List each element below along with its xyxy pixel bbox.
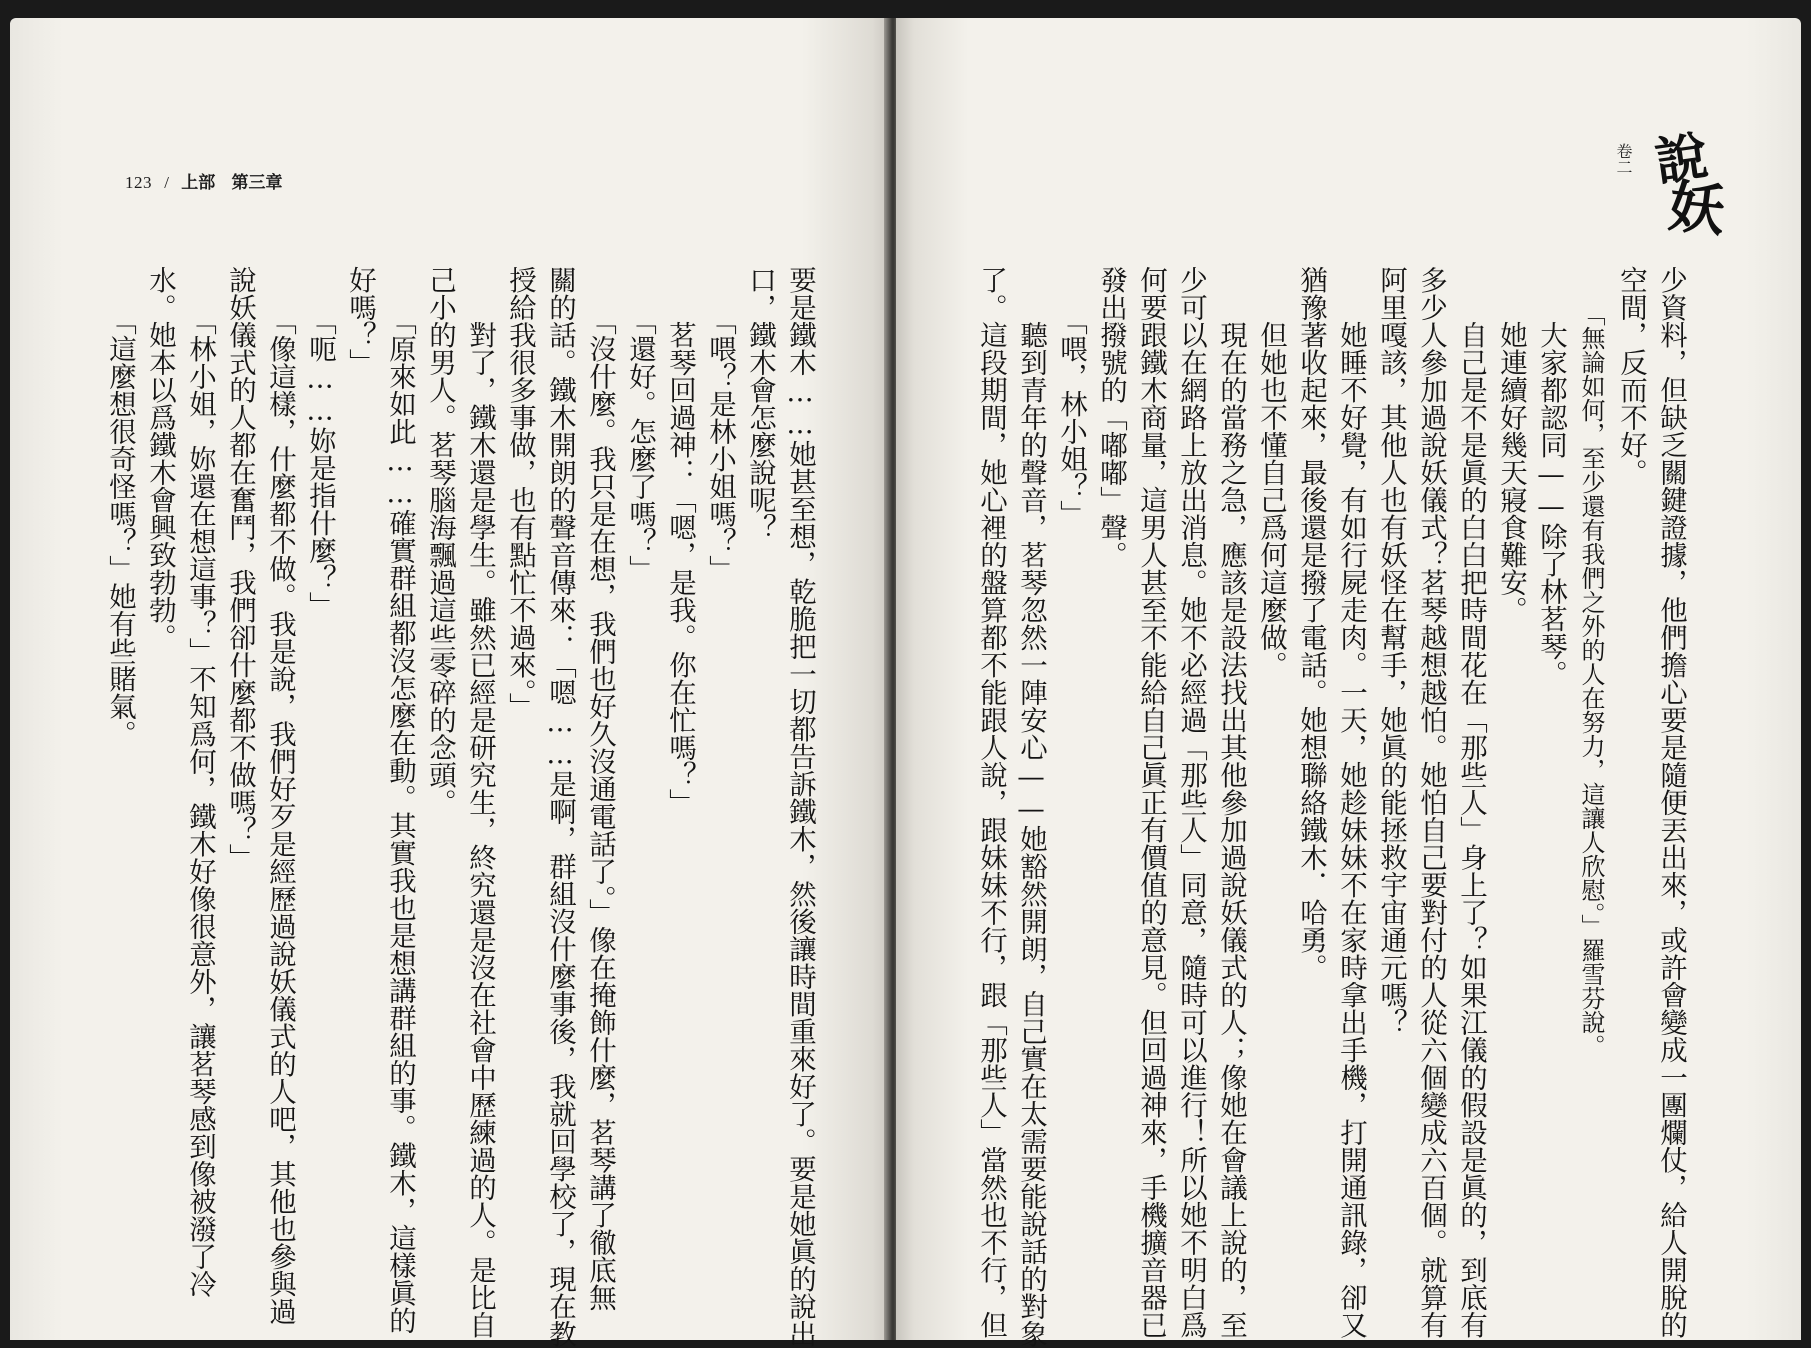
- text-line: 關的話。鐵木開朗的聲音傳來：「嗯……是啊，群組沒什麼事後，我就回學校了，現在教: [544, 266, 576, 1348]
- text-line: 「喂？是林小姐嗎？」: [704, 266, 736, 583]
- text-line: 「沒什麼。我只是在想，我們也好久沒通電話了。」像在掩飾什麼，茗琴講了徹底無: [584, 266, 616, 1311]
- right-page-text: [975, 266, 1691, 1348]
- text-line: 「林小姐，妳還在想這事？」不知爲何，鐵木好像很意外，讓茗琴感到像被潑了冷: [184, 266, 216, 1298]
- text-line: 己小的男人。茗琴腦海飄過這些零碎的念頭。: [424, 266, 456, 816]
- text-line: 大家都認同——除了林茗琴。: [1535, 266, 1567, 688]
- text-line: 說妖儀式的人都在奮鬥，我們卻什麼都不做嗎？」: [224, 266, 256, 871]
- text-line: 空間，反而不好。: [1615, 266, 1647, 486]
- running-head-separator: /: [164, 173, 169, 192]
- text-line: 少資料，但缺乏關鍵證據，他們擔心要是隨便丟出來，或許會變成一團爛仗，給人開脫的: [1655, 266, 1687, 1339]
- text-line: 她睡不好覺，有如行屍走肉。一天，她趁妹妹不在家時拿出手機，打開通訊錄，卻又: [1335, 266, 1367, 1339]
- seal-glyph: 妖: [1665, 173, 1728, 245]
- text-line: 多少人參加過說妖儀式？茗琴越想越怕。她怕自己要對付的人從六個變成六百個。就算有: [1415, 266, 1447, 1339]
- chapter-label: 第三章: [231, 173, 283, 192]
- text-line: 水。她本以爲鐵木會興致勃勃。: [144, 266, 176, 651]
- text-line: 「呃……妳是指什麼？」: [304, 266, 336, 619]
- part-label: 上部: [181, 173, 216, 192]
- text-line: 要是鐵木……她甚至想，乾脆把一切都告訴鐵木，然後讓時間重來好了。要是她眞的說出: [784, 266, 816, 1348]
- volume-label: 卷二: [1614, 143, 1633, 175]
- text-line: 自己是不是眞的白白把時間花在「那些人」身上了？如果江儀的假設是眞的，到底有: [1455, 266, 1487, 1339]
- text-line: 口，鐵木會怎麼說呢？: [744, 266, 776, 541]
- text-line: 對了，鐵木還是學生。雖然已經是研究生，終究還是沒在社會中歷練過的人。是比自: [464, 266, 496, 1339]
- text-line: 猶豫著收起來，最後還是撥了電話。她想聯絡鐵木．哈勇。: [1295, 266, 1327, 981]
- text-line: 「還好。怎麼了嗎？」: [624, 266, 656, 583]
- text-line: 好嗎？」: [344, 266, 376, 376]
- left-page-text: [60, 266, 820, 1348]
- text-line: 何要跟鐵木商量，這男人甚至不能給自己眞正有價值的意見。但回過神來，手機擴音器已: [1135, 266, 1167, 1339]
- text-line: 「像這樣，什麼都不做。我是說，我們好歹是經歷過說妖儀式的人吧，其他也參與過: [264, 266, 296, 1325]
- text-line: 「無論如何，至少還有我們之外的人在努力，這讓人欣慰。」羅雪芬說。: [1577, 266, 1605, 1058]
- text-line: 但她也不懂自己爲何這麼做。: [1255, 266, 1287, 679]
- text-line: 了。這段期間，她心裡的盤算都不能跟人說，跟妹妹不行，跟「那些人」當然也不行，但: [975, 266, 1007, 1339]
- text-line: 阿里嘎該，其他人也有妖怪在幫手，她眞的能拯救宇宙通元嗎？: [1375, 266, 1407, 1036]
- seal-glyph: 說: [1651, 125, 1712, 194]
- page-number: 123: [125, 173, 152, 192]
- text-line: 「原來如此……確實群組都沒怎麼在動。其實我也是想講群組的事。鐵木，這樣眞的: [384, 266, 416, 1334]
- text-line: 她連續好幾天寢食難安。: [1495, 266, 1527, 624]
- title-seal: [1601, 113, 1731, 243]
- text-line: 現在的當務之急，應該是設法找出其他參加過說妖儀式的人；像她在會議上說的，至: [1215, 266, 1247, 1339]
- left-page: [10, 18, 890, 1348]
- text-line: 「這麼想很奇怪嗎？」她有些賭氣。: [104, 266, 136, 748]
- text-line: 少可以在網路上放出消息。她不必經過「那些人」同意，隨時可以進行！所以她不明白爲: [1175, 266, 1207, 1339]
- text-line: 發出撥號的「嘟嘟」聲。: [1095, 266, 1127, 569]
- text-line: 茗琴回過神：「嗯，是我。你在忙嗎？」: [664, 266, 696, 816]
- text-line: 聽到青年的聲音，茗琴忽然一陣安心——她豁然開朗，自己實在太需要能說話的對象: [1015, 266, 1047, 1348]
- right-page: [896, 18, 1801, 1348]
- running-head: [125, 168, 282, 193]
- text-line: 授給我很多事做，也有點忙不過來。」: [504, 266, 536, 720]
- text-line: 「喂，林小姐？」: [1055, 266, 1087, 528]
